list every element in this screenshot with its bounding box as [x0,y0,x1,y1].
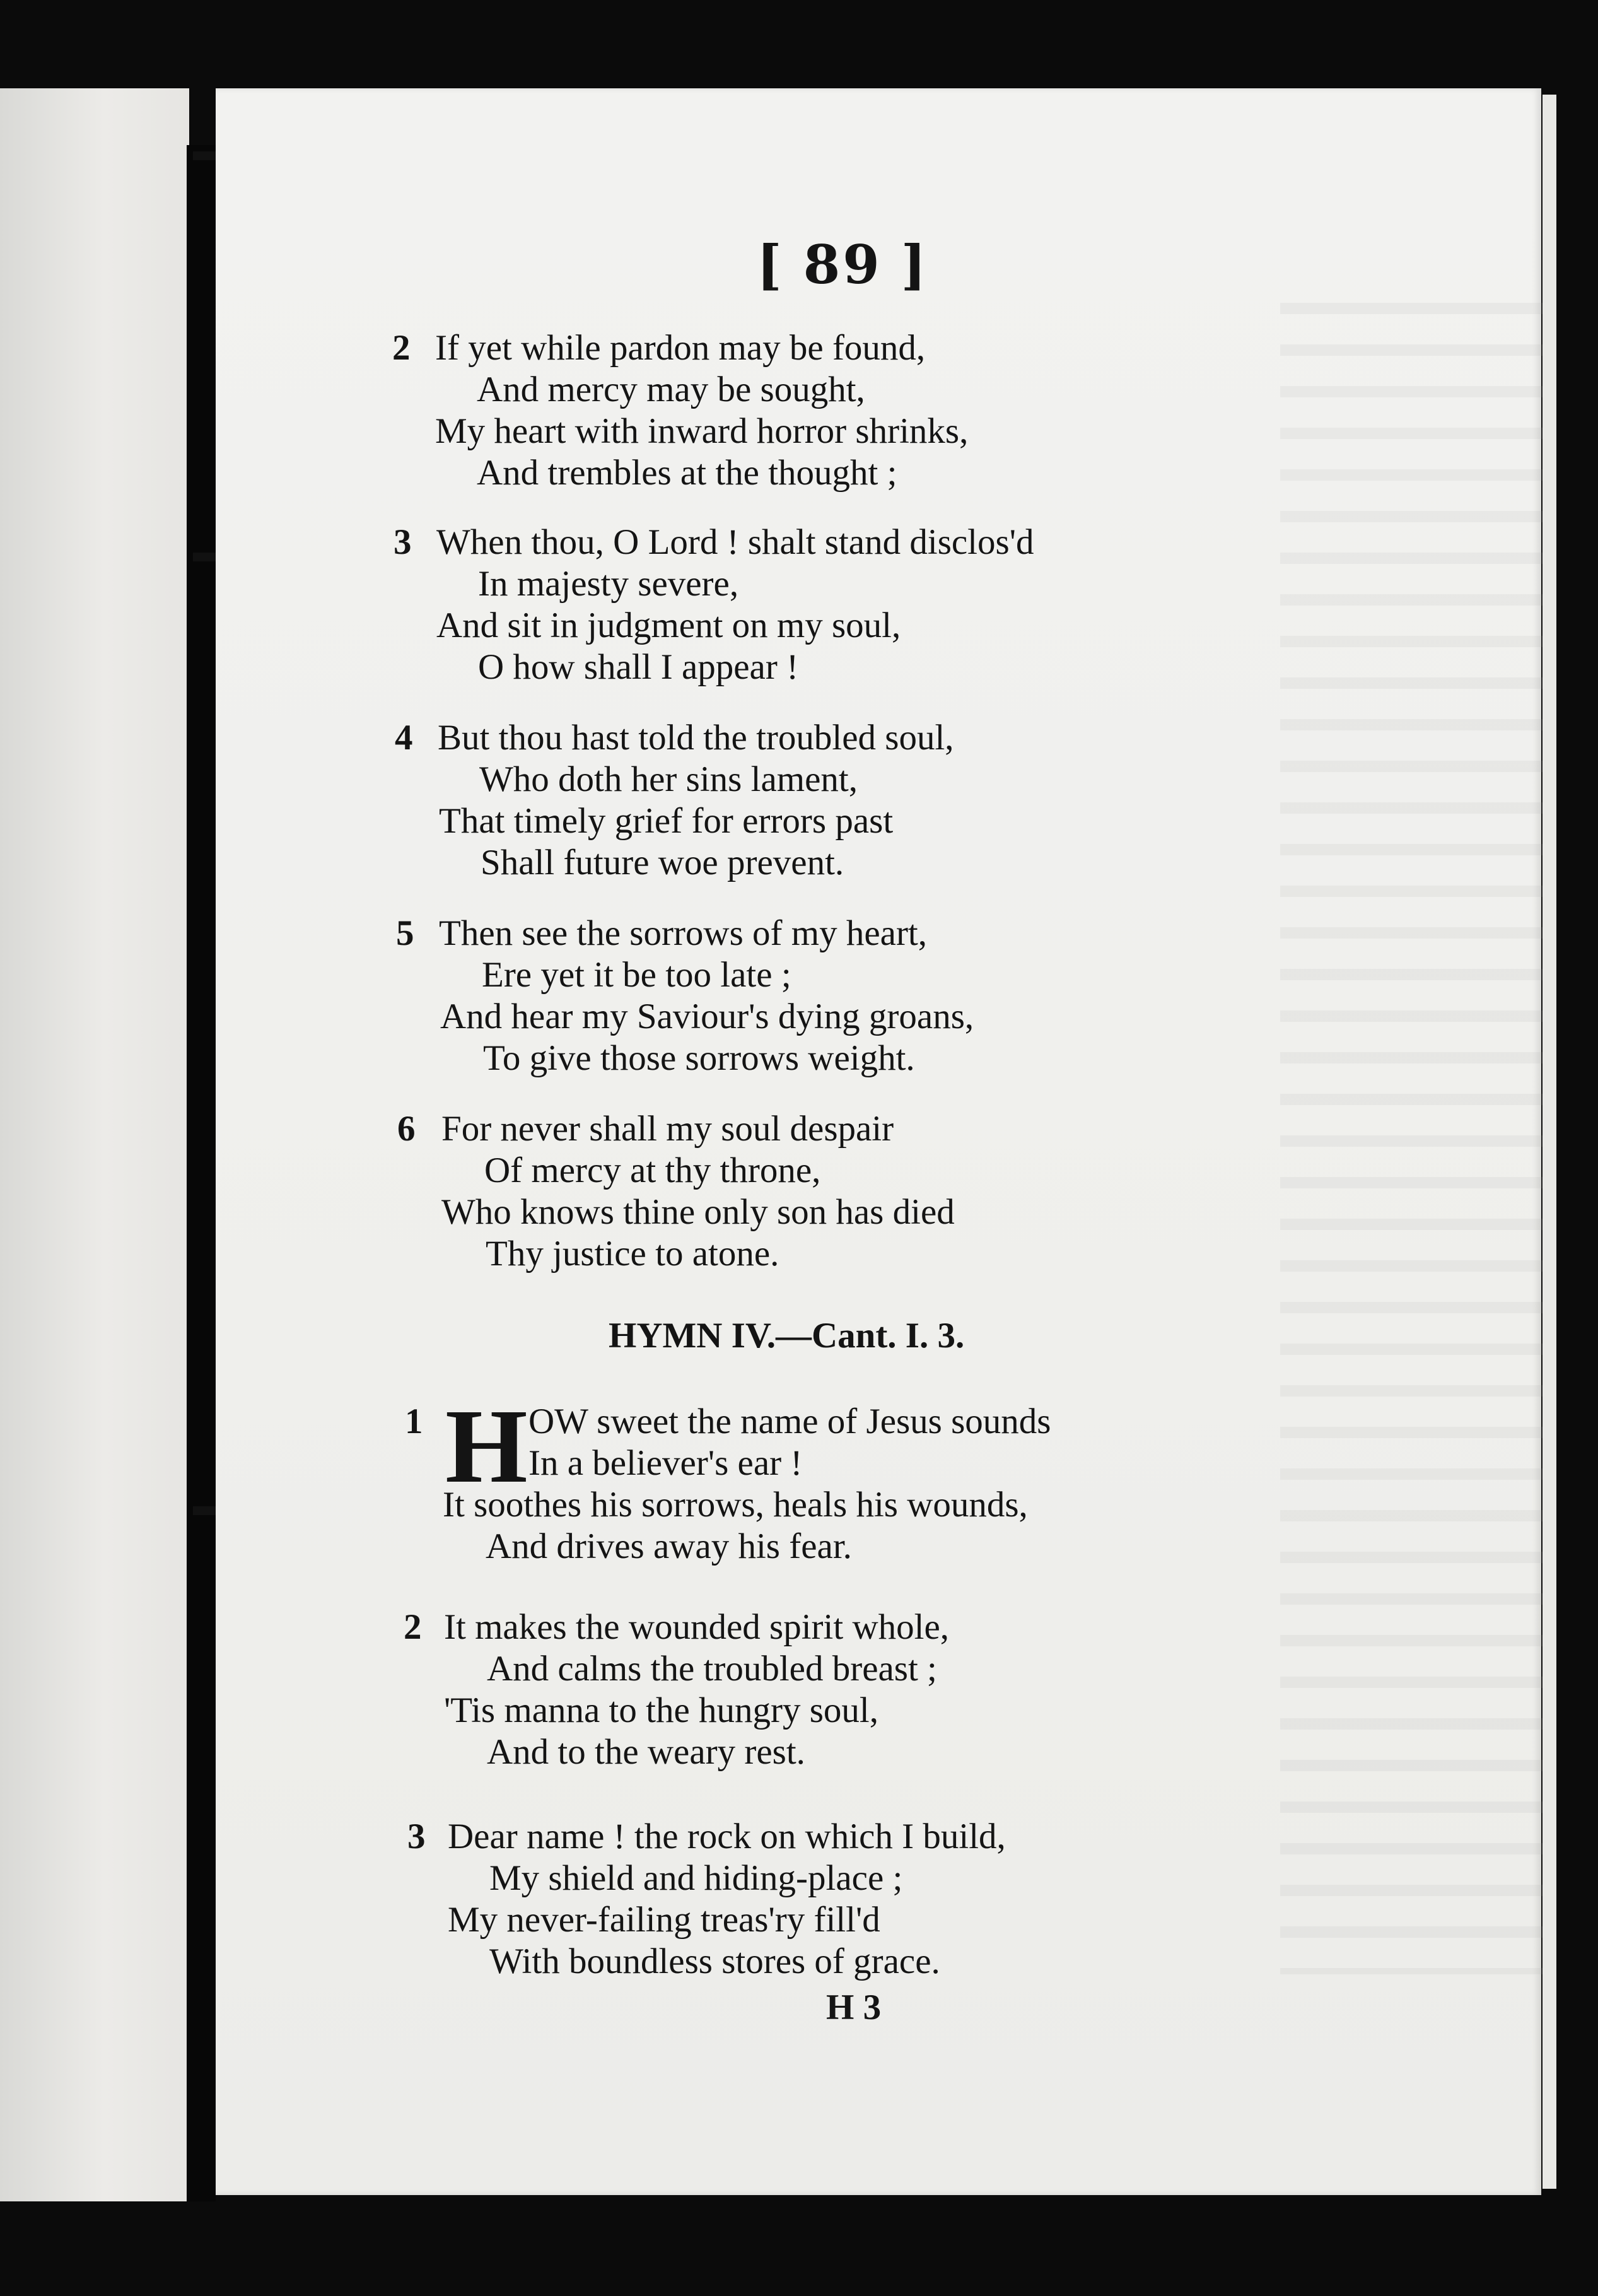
verse-number: 4 [395,718,413,758]
verse-line: And sit in judgment on my soul, [436,606,901,645]
verse-line: And drives away his fear. [486,1526,852,1566]
verse-line: And to the weary rest. [487,1732,805,1772]
facing-page [0,88,189,2201]
spine-mark [193,553,218,561]
verse-line: Shall future woe prevent. [481,843,844,882]
verse-number: 2 [392,328,411,368]
verse-line: My shield and hiding-place ; [489,1858,903,1898]
spine-mark [193,151,218,160]
verse-line: Of mercy at thy throne, [484,1151,821,1190]
verse-number: 6 [397,1109,416,1149]
verse-line: If yet while pardon may be found, [435,328,926,368]
verse-line: And mercy may be sought, [477,370,865,409]
verse-line: But thou hast told the troubled soul, [438,718,954,758]
book-spine [187,145,216,2201]
verse-line: My never-failing treas'ry fill'd [448,1900,880,1940]
verse-line: For never shall my soul despair [441,1109,894,1149]
verse-line: To give those sorrows weight. [483,1038,915,1078]
verse-line: O how shall I appear ! [478,647,799,687]
verse-line: My heart with inward horror shrinks, [435,411,969,451]
verse-line: It makes the wounded spirit whole, [444,1607,950,1647]
verse-line: Dear name ! the rock on which I build, [448,1817,1006,1856]
verse-line: Who knows thine only son has died [441,1192,955,1232]
verse-number: 3 [394,522,412,562]
verse-line: That timely grief for errors past [439,801,894,841]
verse-line: And hear my Saviour's dying groans, [440,997,974,1036]
verse-line: It soothes his sorrows, heals his wounds, [443,1485,1028,1525]
page-edge [1543,95,1556,2189]
verse-line: With boundless stores of grace. [489,1942,940,1981]
hymn-title: HYMN IV.—Cant. I. 3. [609,1316,965,1356]
page-header [757,233,928,296]
verse-number: 2 [404,1607,422,1647]
verse-line: Who doth her sins lament, [479,759,858,799]
verse-line: And calms the troubled breast ; [487,1649,937,1689]
verse-line: Ere yet it be too late ; [482,955,791,995]
show-through-text [1280,303,1545,1974]
verse-line: Then see the sorrows of my heart, [439,913,928,953]
spine-mark [193,1506,218,1515]
verse-number: 3 [407,1817,426,1856]
left-bracket: [ [757,233,784,296]
verse-line: In a believer's ear ! [528,1443,803,1483]
verse-line: 'Tis manna to the hungry soul, [444,1690,879,1730]
verse-line: In majesty severe, [478,564,739,604]
verse-number: 5 [396,913,414,953]
page-number: 89 [803,233,882,296]
drop-cap: H [445,1388,528,1505]
verse-line: OW sweet the name of Jesus sounds [528,1402,1051,1441]
signature-mark: H 3 [826,1988,882,2027]
verse-line: When thou, O Lord ! shalt stand disclos'd [436,522,1034,562]
right-bracket: ] [901,233,929,296]
verse-line: Thy justice to atone. [486,1234,779,1274]
verse-line: And trembles at the thought ; [477,453,897,493]
verse-number: 1 [405,1402,423,1441]
